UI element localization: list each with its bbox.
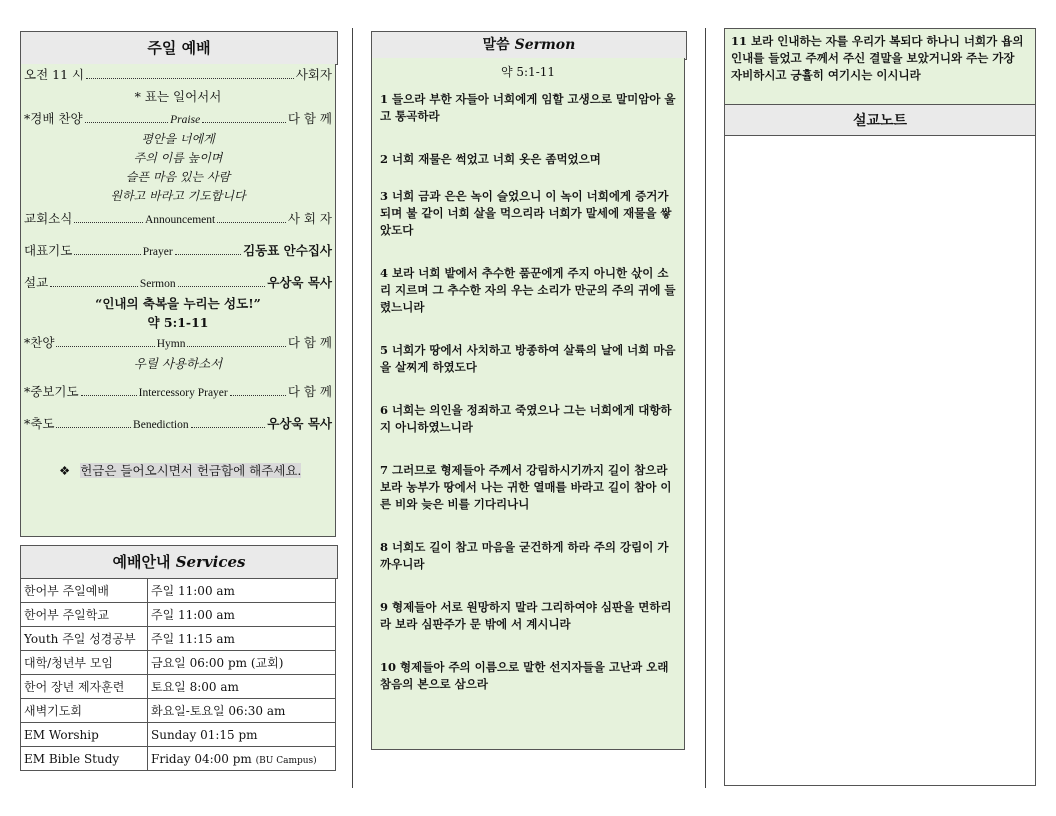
service-name: EM Worship: [21, 723, 148, 747]
service-time: 토요일 8:00 am: [148, 675, 336, 699]
order-leader: 다 함 께: [287, 335, 332, 350]
service-name: 한어 장년 제자훈련: [21, 675, 148, 699]
table-row: [21, 603, 336, 627]
order-english: Announcement: [144, 214, 216, 226]
order-label: *경배 찬양: [24, 111, 83, 126]
service-location-note: (BU Campus): [255, 755, 317, 766]
service-name: 대학/청년부 모임: [21, 651, 148, 675]
table-row: [21, 699, 336, 723]
order-benediction: [21, 413, 335, 435]
sermon-header-en: Sermon: [514, 37, 576, 53]
order-leader: 우상욱 목사: [267, 275, 333, 290]
sermon-title: “인내의 축복을 누리는 성도!”: [95, 296, 261, 311]
worship-time-row: [21, 64, 335, 86]
verse: 2 너희 재물은 썩었고 너희 옷은 좀먹었으며: [380, 152, 601, 166]
praise-line: 슬픈 마음 있는 사람: [125, 170, 231, 184]
order-sermon: [21, 272, 335, 294]
order-english: Benediction: [133, 419, 189, 431]
table-row: [21, 579, 336, 603]
service-name: 새벽기도회: [21, 699, 148, 723]
service-time: Sunday 01:15 pm: [148, 723, 336, 747]
service-time: 화요일-토요일 06:30 am: [148, 699, 336, 723]
sermon-header-ko: 말씀: [482, 37, 510, 53]
service-time: Friday 04:00 pm (BU Campus): [148, 747, 336, 771]
column-divider-1: [352, 28, 353, 788]
order-english: Hymn: [156, 338, 186, 350]
order-prayer: [21, 240, 335, 262]
praise-line: 주의 이름 높이며: [133, 151, 223, 165]
service-time: 금요일 06:00 pm (교회): [148, 651, 336, 675]
verse-11: 11 보라 인내하는 자를 우리가 복되다 하나니 너희가 욥의 인내를 들었고 주께서 주신 결말을 보았거니와 주는 가장 자비하시고 긍휼히 여기시는 이시니라: [724, 28, 1036, 104]
order-announcement: [21, 208, 335, 230]
order-label: 교회소식: [24, 211, 73, 226]
verse: 5 너희가 땅에서 사치하고 방종하여 살륙의 날에 너희 마음을 살찌게 하였도다: [380, 343, 676, 374]
table-row: [21, 651, 336, 675]
sermon-reference: 약 5:1-11: [147, 315, 209, 330]
table-row: [21, 627, 336, 651]
order-english: Prayer: [142, 246, 173, 258]
services-title-ko: 예배안내: [112, 553, 171, 571]
worship-leader-label: 사회자: [295, 67, 332, 82]
order-label: 설교: [24, 275, 49, 290]
offering-note-row: [21, 461, 335, 479]
table-row: [21, 747, 336, 771]
order-hymn: [21, 332, 335, 354]
order-label: 대표기도: [24, 243, 73, 258]
service-name: EM Bible Study: [21, 747, 148, 771]
order-leader: 다 함 께: [287, 111, 332, 126]
order-leader: 김동표 안수집사: [243, 243, 332, 258]
service-name: 한어부 주일학교: [21, 603, 148, 627]
service-time: 주일 11:15 am: [148, 627, 336, 651]
order-intercessory: [21, 381, 335, 403]
worship-order: [20, 64, 336, 537]
order-english: Intercessory Prayer: [138, 387, 228, 399]
order-leader: 다 함 께: [287, 384, 332, 399]
column-divider-2: [705, 28, 706, 788]
worship-title: 주일 예배: [20, 31, 338, 65]
hymn-title: 우릴 사용하소서: [133, 356, 223, 371]
sermon-notes-area[interactable]: [724, 136, 1036, 786]
sermon-header: [371, 31, 687, 60]
table-row: [21, 675, 336, 699]
table-row: [21, 723, 336, 747]
order-label: *중보기도: [24, 384, 79, 399]
order-english: Sermon: [139, 278, 176, 290]
verse: 6 너희는 의인을 정죄하고 죽였으나 그는 너희에게 대항하지 아니하였느니라: [380, 403, 672, 434]
order-praise: [21, 108, 335, 130]
diamond-bullet-icon: ❖: [59, 463, 71, 478]
worship-time: 오전 11 시: [24, 67, 85, 82]
praise-line: 평안을 너에게: [141, 132, 215, 146]
service-name: 한어부 주일예배: [21, 579, 148, 603]
services-table: [20, 578, 336, 771]
verse: 7 그러므로 형제들아 주께서 강림하시기까지 길이 참으라 보라 농부가 땅에서 나는 귀한 열매를 바라고 길이 참아 이른 비와 늦은 비를 기다리나니: [380, 463, 672, 511]
stand-note: * 표는 일어서서: [134, 89, 222, 104]
verse: 10 형제들아 주의 이름으로 말한 선지자들을 고난과 오래 참음의 본으로 삼으라: [380, 660, 669, 691]
passage-reference: 약 5:1-11: [500, 65, 556, 79]
sermon-passage: [371, 58, 685, 750]
services-title-en: Services: [175, 553, 246, 571]
order-leader: 사 회 자: [287, 211, 333, 226]
verse: 9 형제들아 서로 원망하지 말라 그리하여야 심판을 면하리라 보라 심판주가 문 밖에 서 계시니라: [380, 600, 672, 631]
verse: 1 들으라 부한 자들아 너희에게 임할 고생으로 말미암아 울고 통곡하라: [380, 92, 676, 123]
order-leader: 우상욱 목사: [267, 416, 332, 431]
verse: 3 너희 금과 은은 녹이 슬었으니 이 녹이 너희에게 증거가 되며 불 같이 너희 살을 먹으리라 너희가 말세에 재물을 쌓았도다: [380, 189, 672, 237]
service-time: 주일 11:00 am: [148, 603, 336, 627]
sermon-notes-title: 설교노트: [724, 104, 1036, 136]
offering-note: 헌금은 들어오시면서 헌금함에 해주세요.: [80, 463, 302, 478]
order-english: Praise: [170, 114, 201, 126]
services-title: [20, 545, 338, 579]
order-label: *축도: [24, 416, 55, 431]
service-time: 주일 11:00 am: [148, 579, 336, 603]
service-name: Youth 주일 성경공부: [21, 627, 148, 651]
verse: 4 보라 너희 밭에서 추수한 품꾼에게 주지 아니한 삯이 소리 지르며 그 추수한 자의 우는 소리가 만군의 주의 귀에 들렸느니라: [380, 266, 676, 314]
verse: 8 너희도 길이 참고 마음을 굳건하게 하라 주의 강림이 가까우니라: [380, 540, 669, 571]
praise-line: 원하고 바라고 기도합니다: [110, 189, 246, 203]
order-label: *찬양: [24, 335, 55, 350]
